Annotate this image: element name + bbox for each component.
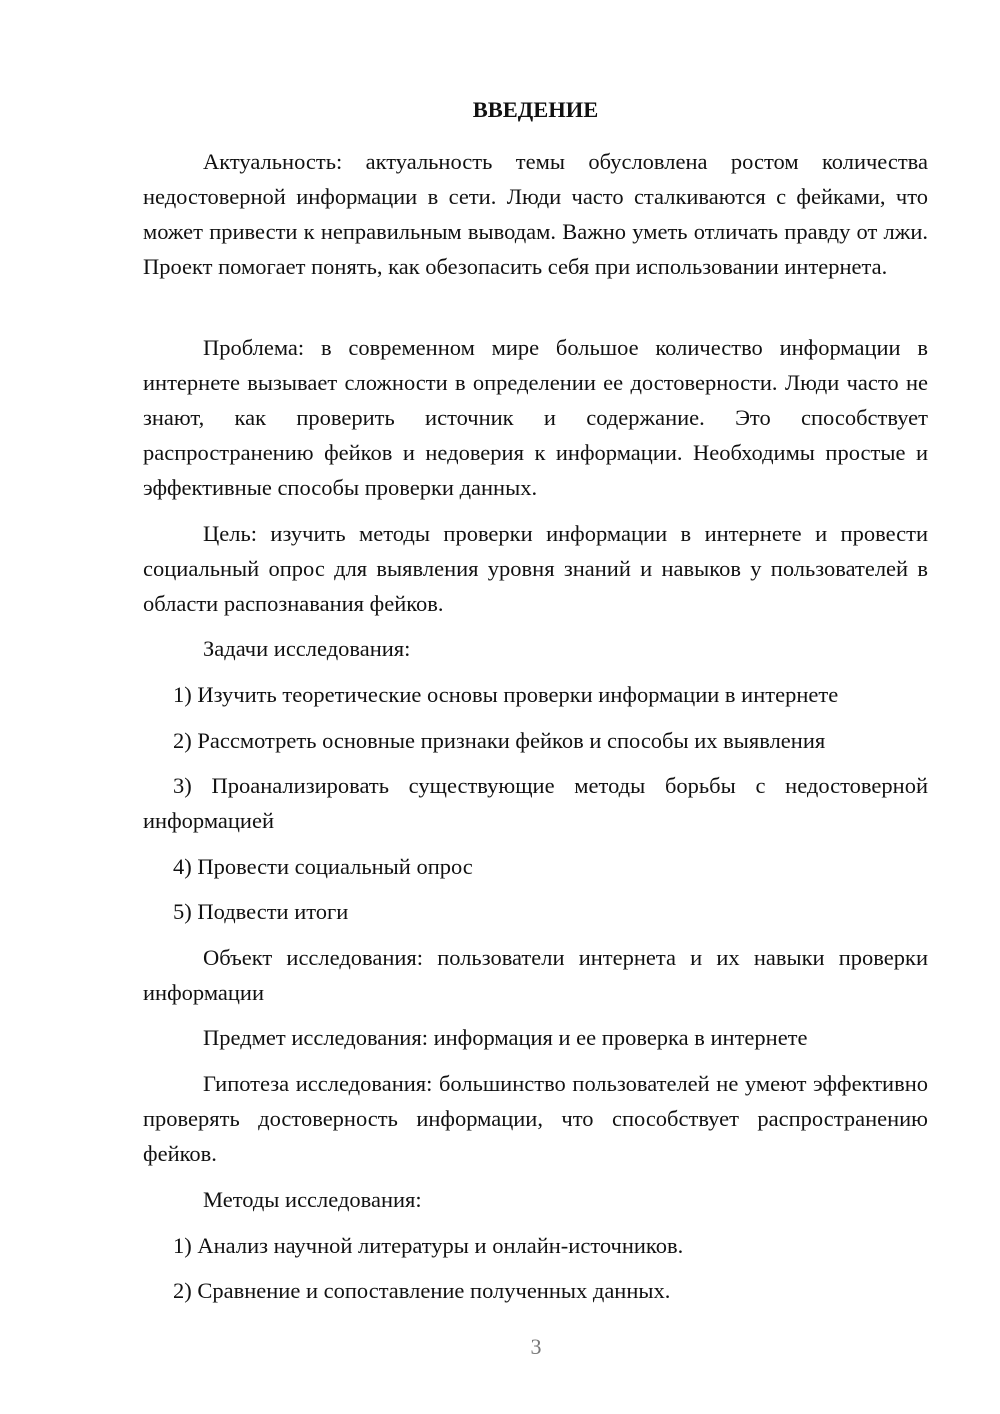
subject-paragraph: Предмет исследования: информация и ее проверка в интернете [203, 1025, 808, 1050]
page-number: 3 [530, 1334, 542, 1359]
problem-paragraph: Проблема: в современном мире большое количество информации в интернете вызывает сложности в определении ее достоверности. Люди часто не знают, как проверить источник и содержание. Это способствует распространению фейков и недоверия к информации. Необходимы простые и эффективные способы проверки данных. [143, 335, 928, 500]
page-title: ВВЕДЕНИЕ [472, 97, 599, 122]
task-item-2: 2) Рассмотреть основные признаки фейков и способы их выявления [173, 728, 826, 753]
method-item-1: 1) Анализ научной литературы и онлайн-источников. [173, 1233, 684, 1258]
hypothesis-paragraph: Гипотеза исследования: большинство пользователей не умеют эффективно проверять достоверность информации, что способствует распространению фейков. [143, 1071, 928, 1166]
tasks-heading: Задачи исследования: [203, 636, 411, 661]
task-item-1: 1) Изучить теоретические основы проверки информации в интернете [173, 682, 839, 707]
task-item-4: 4) Провести социальный опрос [173, 854, 473, 879]
relevance-paragraph: Актуальность: актуальность темы обусловлена ростом количества недостоверной информации в сети. Люди часто сталкиваются с фейками, что может привести к неправильным выводам. Важно уметь отличать правду от лжи. Проект помогает понять, как обезопасить себя при использовании интернета. [143, 149, 928, 279]
methods-heading: Методы исследования: [203, 1187, 422, 1212]
object-paragraph: Объект исследования: пользователи интернета и их навыки проверки информации [143, 945, 928, 1005]
goal-paragraph: Цель: изучить методы проверки информации в интернете и провести социальный опрос для выявления уровня знаний и навыков у пользователей в области распознавания фейков. [143, 521, 928, 616]
method-item-2: 2) Сравнение и сопоставление полученных данных. [173, 1278, 671, 1303]
task-item-5: 5) Подвести итоги [173, 899, 349, 924]
task-item-3: 3) Проанализировать существующие методы борьбы с недостоверной информацией [143, 773, 928, 833]
